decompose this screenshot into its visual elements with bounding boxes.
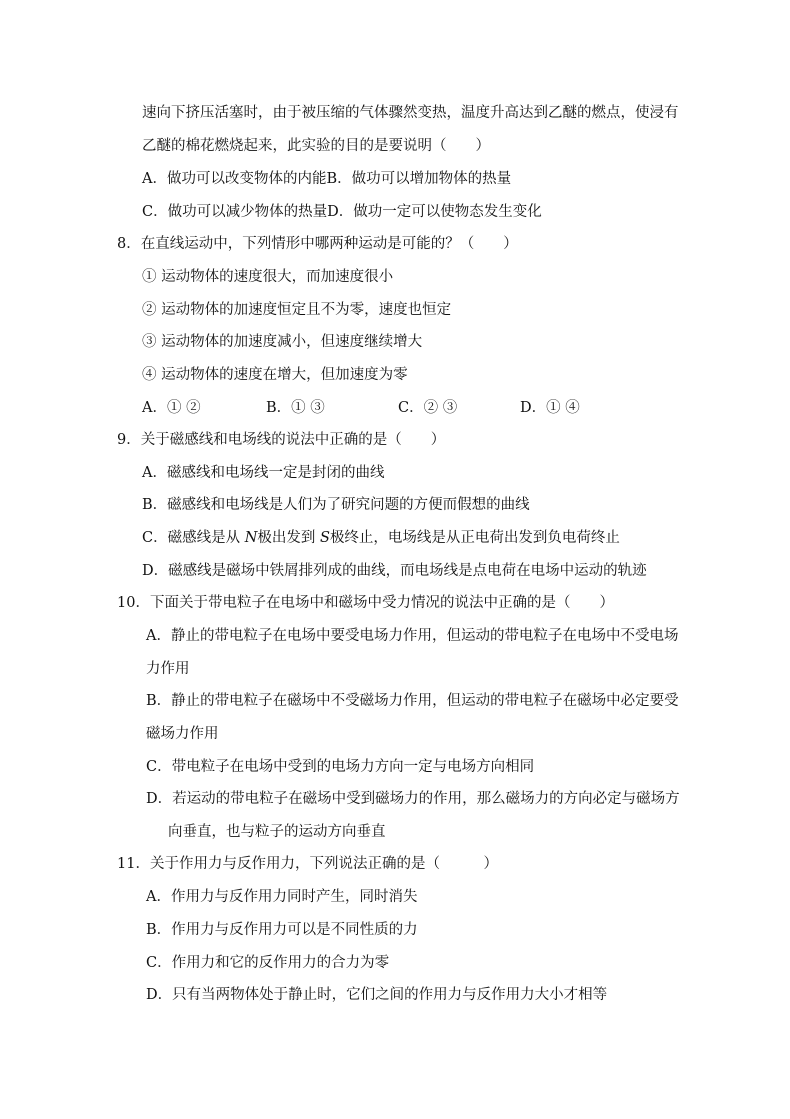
q10-option-a-line-1: A．静止的带电粒子在电场中要受电场力作用，但运动的带电粒子在电场中不受电场 [146,628,679,644]
q7-options-c-d: C．做功可以减少物体的热量D．做功一定可以使物态发生变化 [142,204,542,220]
q9-option-d: D．磁感线是磁场中铁屑排列成的曲线，而电场线是点电荷在电场中运动的轨迹 [142,563,647,579]
q9-option-c-post: 极终止，电场线是从正电荷出发到负电荷终止 [329,530,620,546]
q10-option-b-line-2: 磁场力作用 [146,726,219,742]
q9-option-c [142,528,620,548]
q10-option-c: C．带电粒子在电场中受到的电场力方向一定与电场方向相同 [146,759,535,775]
q7-line-1: 速向下挤压活塞时，由于被压缩的气体骤然变热，温度升高达到乙醚的燃点，使浸有 [142,105,679,121]
q8-option-c: C．② ③ [398,400,458,416]
q8-item-3: ③ 运动物体的加速度减小，但速度继续增大 [142,334,423,350]
q10-option-d-line-2: 向垂直，也与粒子的运动方向垂直 [168,824,386,840]
q8-option-a: A．① ② [142,400,201,416]
q8-item-2: ② 运动物体的加速度恒定且不为零，速度也恒定 [142,302,452,318]
q11-option-b: B．作用力与反作用力可以是不同性质的力 [146,922,418,938]
q11-stem: 11．关于作用力与反作用力，下列说法正确的是（ ） [117,856,498,872]
q8-option-b: B．① ③ [266,400,325,416]
q10-option-d-line-1: D．若运动的带电粒子在磁场中受到磁场力的作用，那么磁场力的方向必定与磁场方 [146,791,680,807]
q10-option-a-line-2: 力作用 [146,661,190,677]
q8-option-d: D．① ④ [520,400,580,416]
q9-option-c-pre: C．磁感线是从 [142,530,245,546]
q7-options-a-b: A．做功可以改变物体的内能B．做功可以增加物体的热量 [142,171,512,187]
q10-option-b-line-1: B．静止的带电粒子在磁场中不受磁场力作用，但运动的带电粒子在磁场中必定要受 [146,693,679,709]
q11-option-d: D．只有当两物体处于静止时，它们之间的作用力与反作用力大小才相等 [146,987,608,1003]
q11-option-a: A．作用力与反作用力同时产生，同时消失 [146,889,418,905]
q9-option-c-n-symbol: N [244,530,258,546]
q9-option-a: A．磁感线和电场线一定是封闭的曲线 [142,465,385,481]
q8-item-4: ④ 运动物体的速度在增大，但加速度为零 [142,367,408,383]
q9-option-c-mid: 极出发到 [257,530,320,546]
q8-stem: 8．在直线运动中，下列情形中哪两种运动是可能的？（ ） [117,236,518,252]
q8-item-1: ① 运动物体的速度很大，而加速度很小 [142,269,394,285]
q11-option-c: C．作用力和它的反作用力的合力为零 [146,955,390,971]
q9-stem: 9．关于磁感线和电场线的说法中正确的是（ ） [117,432,446,448]
q10-stem: 10．下面关于带电粒子在电场中和磁场中受力情况的说法中正确的是（ ） [117,595,614,611]
q7-line-2: 乙醚的棉花燃烧起来，此实验的目的是要说明（ ） [142,138,490,154]
q9-option-c-s-symbol: S [320,530,330,546]
q9-option-b: B．磁感线和电场线是人们为了研究问题的方便而假想的曲线 [142,497,530,513]
